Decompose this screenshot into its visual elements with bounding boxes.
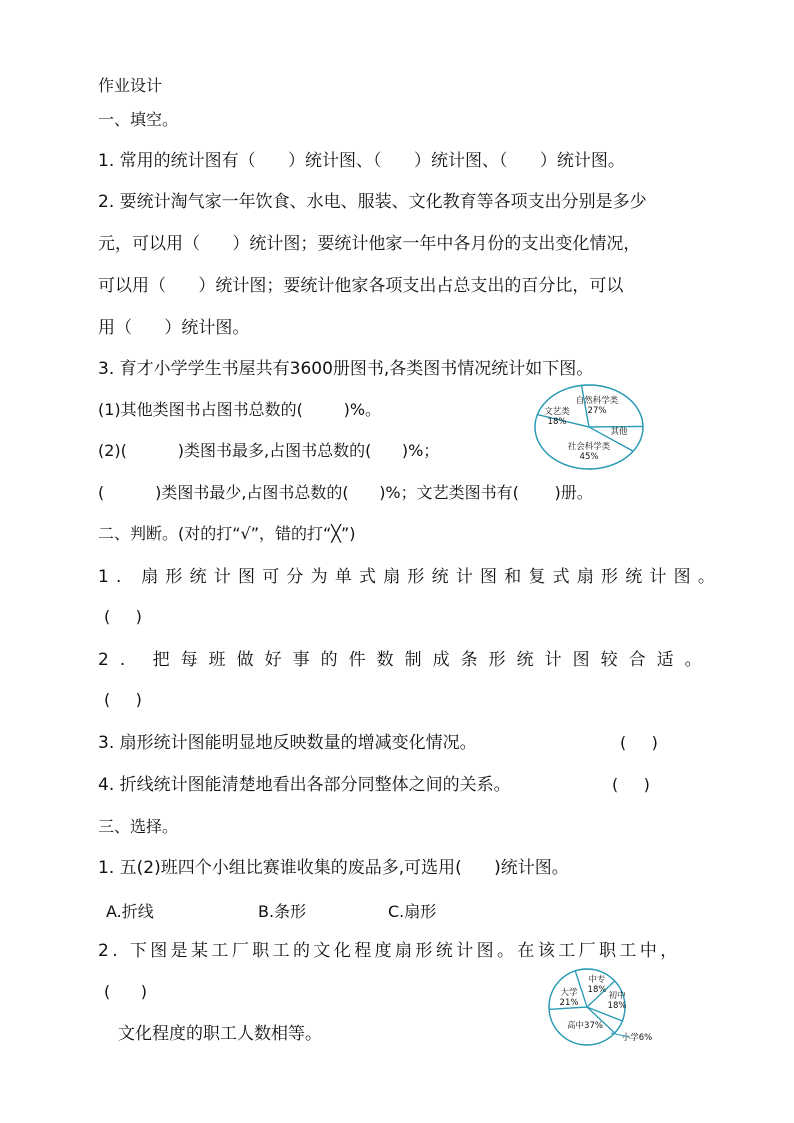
pie-slice-label: 自然科学类 xyxy=(575,396,619,406)
choice-answer-bracket-2[interactable]: ( ) xyxy=(104,982,147,1001)
choice-option-b[interactable]: B.条形 xyxy=(258,902,307,921)
page-title: 作业设计 xyxy=(98,76,163,95)
judge-answer-bracket-3[interactable]: ( ) xyxy=(620,733,658,752)
choice-option-c[interactable]: C.扇形 xyxy=(388,902,437,921)
choice-question-1: 1. 五(2)班四个小组比赛谁收集的废品多,可选用( )统计图。 xyxy=(98,858,569,878)
fill-question-2-line-2: 元，可以用（ ）统计图；要统计他家一年中各月份的支出变化情况， xyxy=(98,234,641,254)
pie-slice-label: 高中37% xyxy=(567,1021,603,1031)
judge-question-1: 1. 扇形统计图可分为单式扇形统计图和复式扇形统计图。 xyxy=(98,567,723,587)
pie-slice-label: 社会科学类 xyxy=(567,442,611,452)
fill-question-3-2: (2)( )类图书最多,占图书总数的( )%； xyxy=(98,441,440,460)
pie-slice-value: 27% xyxy=(587,406,607,416)
judge-question-2: 2. 把每班做好事的件数制成条形统计图较合适。 xyxy=(98,650,713,670)
pie-slice-value: 45% xyxy=(579,452,599,462)
pie-slice-label: 小学6% xyxy=(621,1033,653,1043)
pie-slice-label: 文艺类 xyxy=(544,407,570,417)
judge-answer-bracket-1[interactable]: ( ) xyxy=(104,607,142,626)
pie-slice-label: 大学 xyxy=(560,988,578,998)
section-heading-fill: 一、填空。 xyxy=(98,110,179,129)
education-level-pie-chart xyxy=(545,965,665,1055)
judge-question-3: 3. 扇形统计图能明显地反映数量的增减变化情况。 xyxy=(98,733,477,753)
pie-slice-value: 21% xyxy=(559,998,579,1008)
fill-question-1: 1. 常用的统计图有（ ）统计图、（ ）统计图、（ ）统计图。 xyxy=(98,151,625,171)
fill-question-2-line-4: 用（ ）统计图。 xyxy=(98,318,250,338)
choice-option-a[interactable]: A.折线 xyxy=(106,902,154,921)
choice-question-2-tail: 文化程度的职工人数相等。 xyxy=(118,1024,322,1044)
fill-question-3: 3. 育才小学学生书屋共有3600册图书,各类图书情况统计如下图。 xyxy=(98,359,594,379)
judge-answer-bracket-4[interactable]: ( ) xyxy=(612,775,650,794)
fill-question-2-line-3: 可以用（ ）统计图；要统计他家各项支出占总支出的百分比，可以 xyxy=(98,276,624,296)
judge-question-4: 4. 折线统计图能清楚地看出各部分同整体之间的关系。 xyxy=(98,775,511,795)
pie-slice-value: 18% xyxy=(547,417,567,427)
fill-question-3-3: ( )类图书最少,占图书总数的( )%；文艺类图书有( )册。 xyxy=(98,483,593,502)
judge-answer-bracket-2[interactable]: ( ) xyxy=(104,690,142,709)
pie-slice-label: 初中 xyxy=(608,991,626,1001)
choice-question-2: 2. 下图是某工厂职工的文化程度扇形统计图。在该工厂职工中， xyxy=(98,941,681,961)
book-category-pie-chart xyxy=(535,383,645,473)
pie-slice-value: 18% xyxy=(607,1001,627,1011)
fill-question-2-line-1: 2. 要统计淘气家一年饮食、水电、服装、文化教育等各项支出分别是多少 xyxy=(98,192,647,212)
pie-slice-label: 其他 xyxy=(610,427,628,437)
pie-slice-value: 18% xyxy=(587,985,607,995)
fill-question-3-1: (1)其他类图书占图书总数的( )%。 xyxy=(98,400,382,419)
pie-slice-label: 中专 xyxy=(588,975,606,985)
section-heading-judge: 二、判断。(对的打“√”，错的打“╳”) xyxy=(98,524,356,543)
section-heading-choice: 三、选择。 xyxy=(98,817,179,836)
